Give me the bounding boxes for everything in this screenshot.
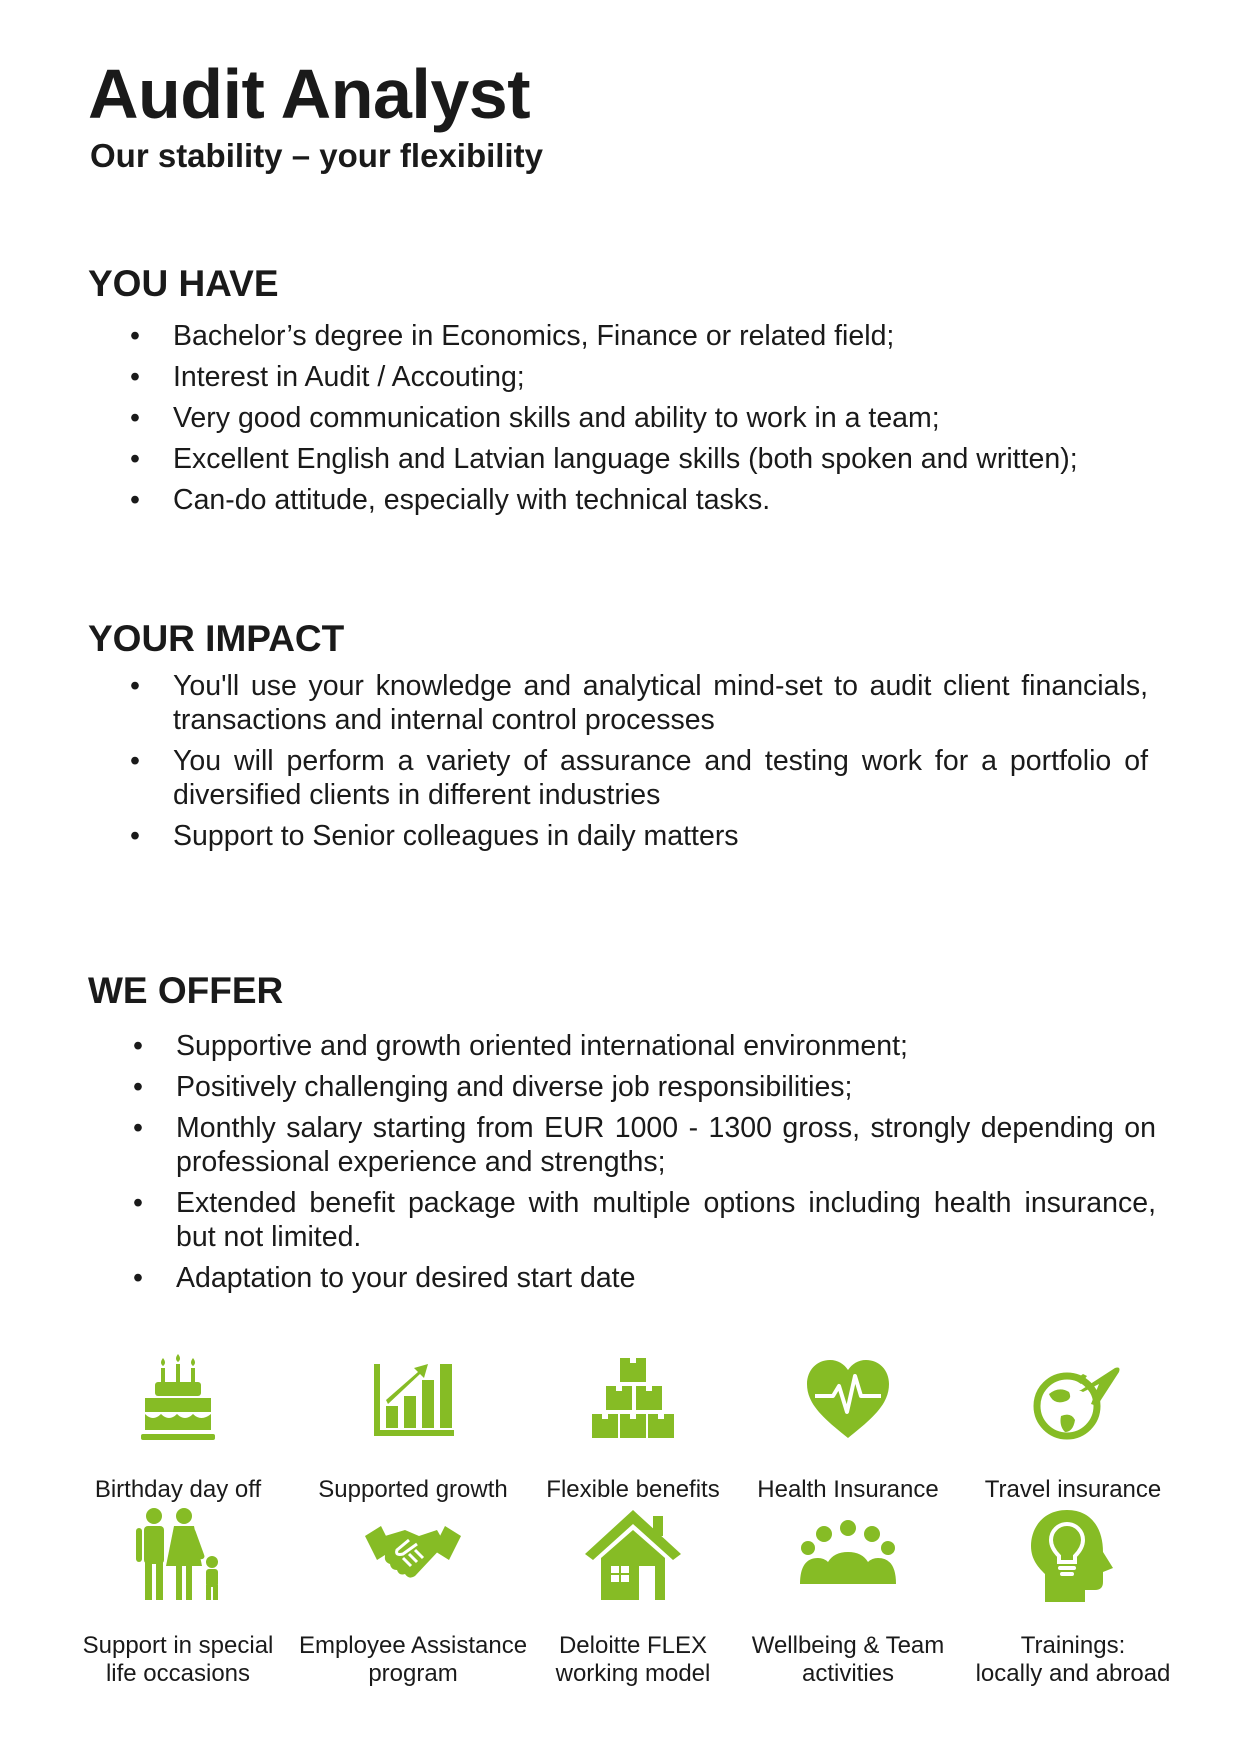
list-item: • Excellent English and Latvian language skills (both spoken and written); xyxy=(130,443,1078,475)
team-icon xyxy=(798,1506,898,1606)
benefit-label: Travel insurance xyxy=(984,1476,1162,1503)
benefit-assistance xyxy=(298,1506,528,1687)
benefit-label: Trainings: locally and abroad xyxy=(975,1632,1171,1687)
section-heading-we-offer: WE OFFER xyxy=(88,970,284,1011)
growth-chart-icon xyxy=(368,1350,458,1450)
benefit-growth xyxy=(298,1350,528,1506)
benefit-birthday xyxy=(58,1350,298,1506)
benefit-label: Wellbeing & Team activities xyxy=(751,1632,945,1687)
benefit-label: Support in special life occasions xyxy=(82,1632,274,1687)
heart-pulse-icon xyxy=(803,1350,893,1450)
handshake-icon xyxy=(363,1506,463,1606)
list-item: • Adaptation to your desired start date xyxy=(133,1262,636,1294)
section-heading-your-impact: YOUR IMPACT xyxy=(88,618,345,659)
list-item: • Support to Senior colleagues in daily matters xyxy=(130,820,739,852)
page-subtitle: Our stability – your flexibility xyxy=(90,137,543,174)
list-item: • Supportive and growth oriented international environment; xyxy=(133,1030,908,1062)
list-item: • Interest in Audit / Accouting; xyxy=(130,361,525,393)
birthday-cake-icon xyxy=(133,1350,223,1450)
benefit-label: Supported growth xyxy=(318,1476,508,1503)
benefit-trainings xyxy=(958,1506,1188,1687)
list-item: • Bachelor’s degree in Economics, Finance or related field; xyxy=(130,320,895,352)
benefit-label: Health Insurance xyxy=(757,1476,939,1503)
benefit-flexible xyxy=(528,1350,738,1506)
benefit-family xyxy=(58,1506,298,1687)
house-icon xyxy=(583,1506,683,1606)
section-heading-you-have: YOU HAVE xyxy=(88,263,279,304)
benefit-label: Birthday day off xyxy=(94,1476,262,1503)
your-impact-list xyxy=(130,669,1148,860)
we-offer-list xyxy=(133,1029,1156,1302)
benefit-flex-model xyxy=(528,1506,738,1687)
benefit-wellbeing xyxy=(738,1506,958,1687)
list-item: • Extended benefit package with multiple options including health insurance, but not limited. xyxy=(133,1187,1156,1253)
benefit-label: Employee Assistance program xyxy=(298,1632,528,1687)
list-item: • Very good communication skills and ability to work in a team; xyxy=(130,402,940,434)
list-item: • You'll use your knowledge and analytical mind-set to audit client financials, transactions and internal control processes xyxy=(130,670,1148,736)
head-lightbulb-icon xyxy=(1023,1506,1123,1606)
you-have-list xyxy=(130,319,1133,524)
list-item: • Positively challenging and diverse job responsibilities; xyxy=(133,1071,853,1103)
globe-plane-icon xyxy=(1023,1350,1123,1450)
benefit-travel xyxy=(958,1350,1188,1506)
benefits-grid xyxy=(58,1350,1198,1687)
boxes-icon xyxy=(588,1350,678,1450)
benefit-label: Deloitte FLEX working model xyxy=(555,1632,711,1687)
benefit-label: Flexible benefits xyxy=(546,1476,720,1503)
list-item: • Can-do attitude, especially with technical tasks. xyxy=(130,484,771,516)
list-item: • You will perform a variety of assurance and testing work for a portfolio of diversified clients in different industries xyxy=(130,745,1148,811)
benefit-health xyxy=(738,1350,958,1506)
list-item: • Monthly salary starting from EUR 1000 - 1300 gross, strongly depending on professional experience and strengths; xyxy=(133,1112,1156,1178)
family-icon xyxy=(128,1506,228,1606)
page-title: Audit Analyst xyxy=(88,55,531,133)
